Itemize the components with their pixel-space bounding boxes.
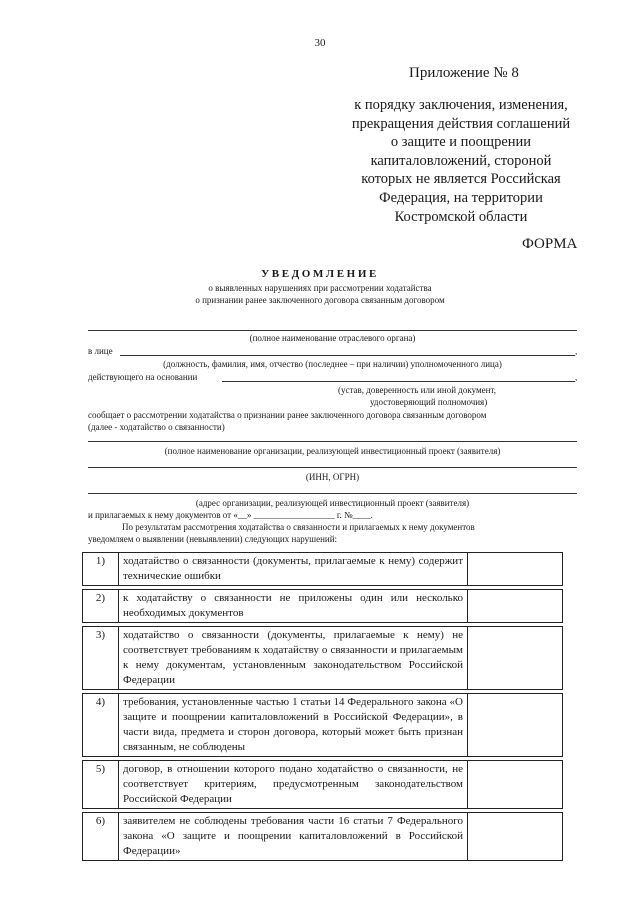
heading-line: о защите и поощрении xyxy=(390,134,532,151)
heading-line: прекращения действия соглашений xyxy=(351,115,571,132)
heading-line: к порядку заключения, изменения, xyxy=(354,97,568,113)
heading-line: которых не является Российская xyxy=(361,171,561,188)
violations-table xyxy=(82,552,563,861)
violation-text: к ходатайству о связанности не приложены один или несколько необходимых документов xyxy=(119,590,468,623)
acting-label: действующего на основании xyxy=(88,372,198,382)
result-cell xyxy=(468,590,563,623)
violation-text: требования, установленные частью 1 статьи 14 Федерального закона «О защите и поощрении капиталовложений в Российской Федерации», в части вида, предмета и сторон договора, который может быть признан связанным, не соблюдены xyxy=(119,694,468,757)
result-cell xyxy=(468,813,563,861)
comma: , xyxy=(575,372,578,382)
heading-line: Костромской области xyxy=(394,208,528,225)
result-text: По результатам рассмотрения ходатайства о связанности и прилагаемых к нему документов xyxy=(122,522,475,532)
org-caption: (полное наименование отраслевого органа) xyxy=(249,333,416,343)
table-row xyxy=(83,627,563,690)
violation-text: ходатайство о связанности (документы, прилагаемые к нему) не соответствует требованиям к ходатайству о связанности и прилагаемым к нему документам, установленным законодательством Российской Федерации xyxy=(119,627,468,690)
result-text: уведомляем о выявлении (невыявлении) следующих нарушений: xyxy=(88,534,338,544)
page-number: 30 xyxy=(314,37,326,49)
org-name-line xyxy=(88,330,577,331)
in-person-label: в лице xyxy=(88,346,113,356)
comma: , xyxy=(575,346,578,356)
basis-caption: (устав, доверенность или иной документ, xyxy=(338,385,496,395)
form-label: ФОРМА xyxy=(522,236,578,252)
violation-text: заявителем не соблюдены требования части 16 статьи 7 Федерального закона «О защите и поощрении капиталовложений в Российской Федерации» xyxy=(119,813,468,861)
documents-line: и прилагаемых к нему документов от «__» __________________ г. №____. xyxy=(88,510,373,520)
result-cell xyxy=(468,627,563,690)
applicant-line xyxy=(88,441,577,442)
person-caption: (должность, фамилия, имя, отчество (последнее – при наличии) уполномоченного лица) xyxy=(163,359,502,369)
document-subtitle xyxy=(0,282,640,306)
result-cell xyxy=(468,694,563,757)
result-cell xyxy=(468,761,563,809)
row-number: 2) xyxy=(83,590,119,623)
document-title: УВЕДОМЛЕНИЕ xyxy=(261,268,379,280)
row-number: 3) xyxy=(83,627,119,690)
violation-text: ходатайство о связанности (документы, прилагаемые к нему) содержит технические ошибки xyxy=(119,553,468,586)
basis-line xyxy=(222,381,575,382)
result-cell xyxy=(468,553,563,586)
heading-line: Федерация, на территории xyxy=(379,189,543,206)
applicant-caption: (полное наименование организации, реализующей инвестиционный проект (заявителя) xyxy=(164,446,501,456)
reports-text: (далее - ходатайство о связанности) xyxy=(88,422,225,432)
subtitle-line: о признании ранее заключенного договора связанным договором xyxy=(195,295,445,305)
table-row xyxy=(83,694,563,757)
person-line xyxy=(120,355,575,356)
basis-caption: удостоверяющий полномочия) xyxy=(370,397,488,407)
table-row xyxy=(83,590,563,623)
violation-text: договор, в отношении которого подано ходатайство о связанности, не соответствует критериям, предусмотренным законодательством Российской Федерации xyxy=(119,761,468,809)
inn-line xyxy=(88,467,577,468)
table-row xyxy=(83,553,563,586)
appendix-label: Приложение № 8 xyxy=(409,65,519,81)
table-row xyxy=(83,761,563,809)
row-number: 1) xyxy=(83,553,119,586)
address-line xyxy=(88,493,577,494)
address-caption: (адрес организации, реализующей инвестиционный проект (заявителя) xyxy=(195,498,470,508)
row-number: 6) xyxy=(83,813,119,861)
reports-text: сообщает о рассмотрении ходатайства о признании ранее заключенного договора связанным договором xyxy=(88,410,487,420)
row-number: 5) xyxy=(83,761,119,809)
table-row xyxy=(83,813,563,861)
appendix-heading xyxy=(330,96,592,226)
subtitle-line: о выявленных нарушениях при рассмотрении ходатайства xyxy=(208,283,432,293)
inn-caption: (ИНН, ОГРН) xyxy=(305,472,360,482)
row-number: 4) xyxy=(83,694,119,757)
heading-line: капиталовложений, стороной xyxy=(370,152,552,169)
